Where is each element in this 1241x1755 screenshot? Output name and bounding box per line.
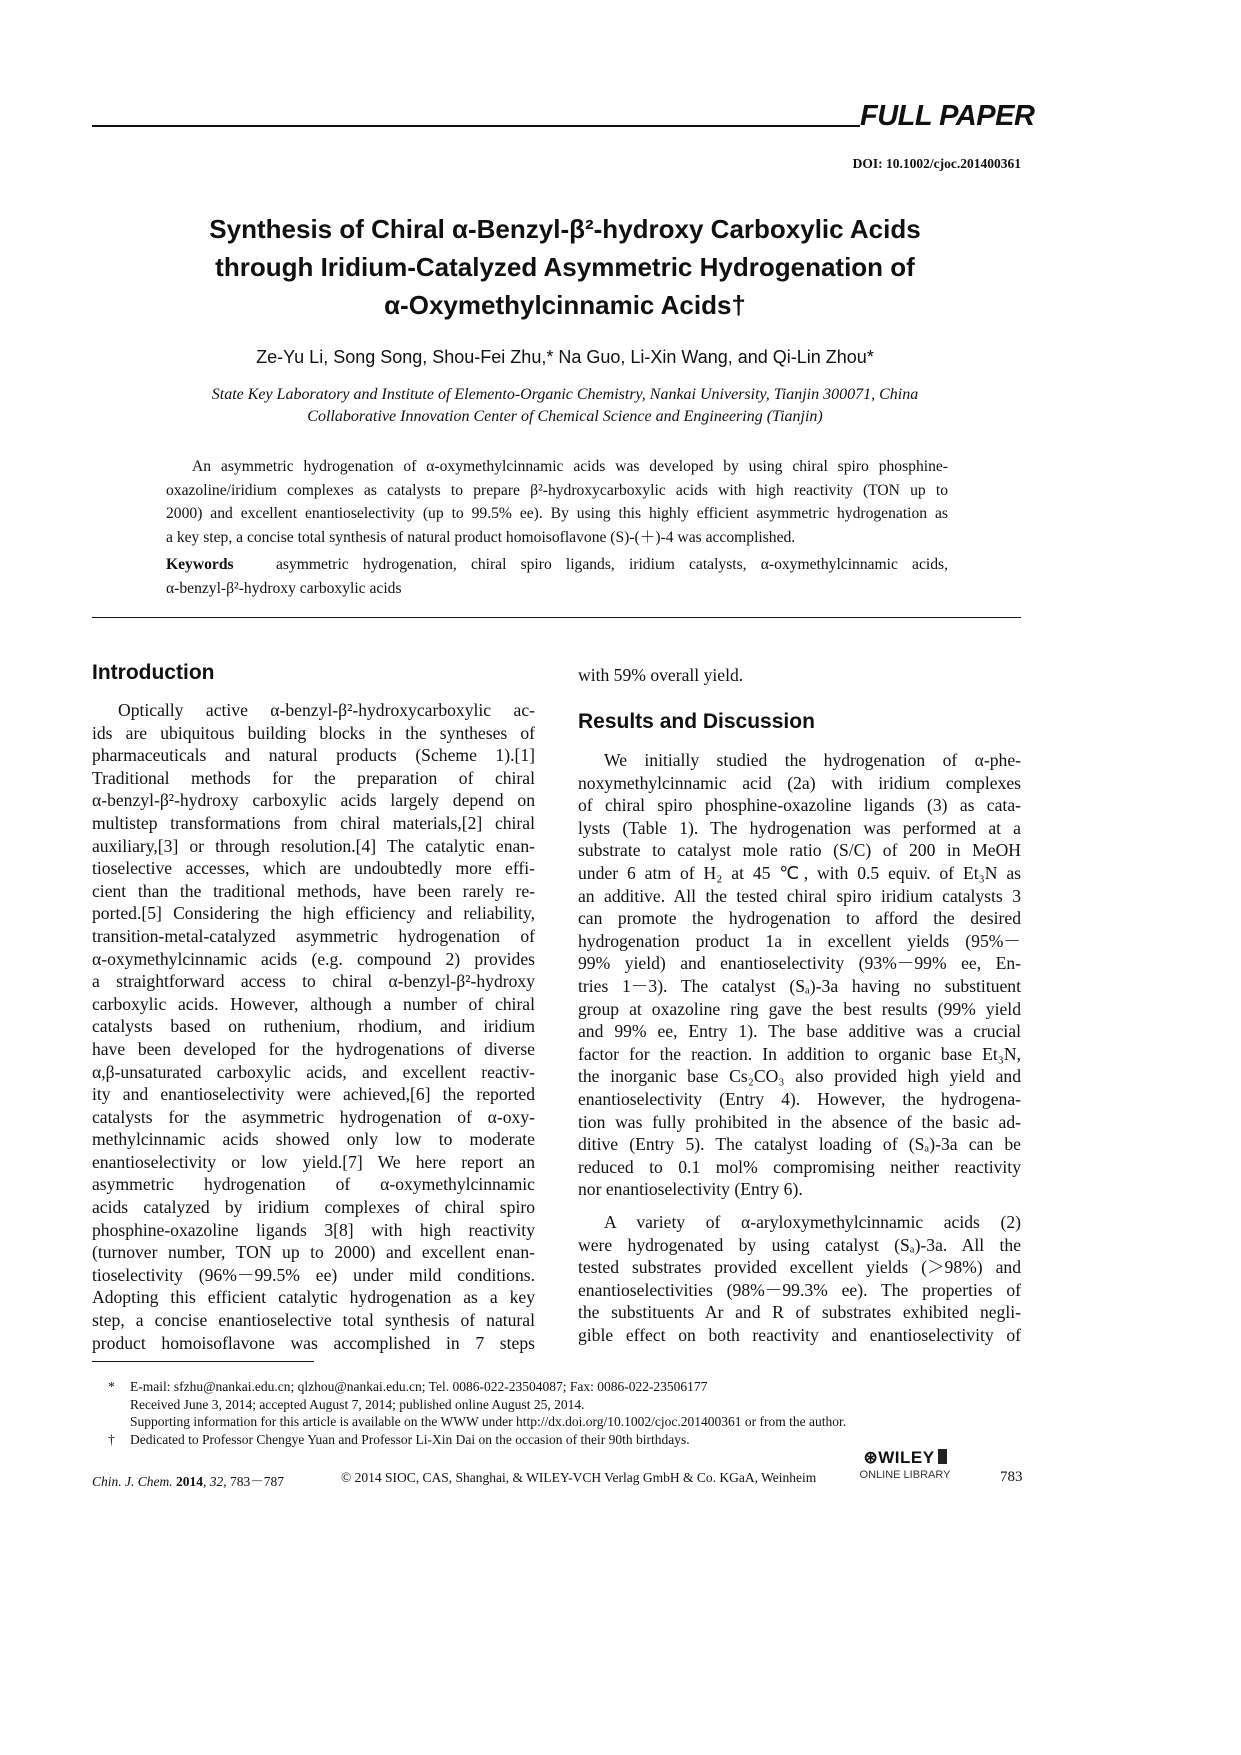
footnote-mark: † bbox=[108, 1431, 115, 1447]
footnote-line: Supporting information for this article is available on the WWW under http://dx.doi.org/10.1002/cjoc.201400361 or from the author. bbox=[130, 1414, 847, 1429]
introduction-heading: Introduction bbox=[92, 661, 215, 684]
keywords-line: α-benzyl-β²-hydroxy carboxylic acids bbox=[166, 579, 402, 597]
text-line: the substituents Ar and R of substrates exhibited negli- bbox=[578, 1302, 1021, 1323]
abstract-rule bbox=[92, 617, 1021, 618]
keywords bbox=[166, 553, 948, 600]
text-line: multistep transformations from chiral materials,[2] chiral bbox=[92, 812, 535, 833]
text-line: ids are ubiquitous building blocks in the syntheses of bbox=[92, 722, 535, 743]
copyright: © 2014 SIOC, CAS, Shanghai, & WILEY-VCH Verlag GmbH & Co. KGaA, Weinheim bbox=[341, 1470, 817, 1485]
text-line: tested substrates provided excellent yields (＞98%) and bbox=[578, 1257, 1021, 1278]
introduction-text bbox=[92, 699, 535, 1354]
affiliation: Collaborative Innovation Center of Chemical Science and Engineering (Tianjin) bbox=[307, 408, 823, 425]
results-heading: Results and Discussion bbox=[578, 710, 815, 733]
text-line: substrate to catalyst mole ratio (S/C) of 200 in MeOH bbox=[578, 840, 1021, 861]
text-line: have been developed for the hydrogenations of diverse bbox=[92, 1038, 535, 1059]
text-line: tioselective accesses, which are undoubtedly more effi- bbox=[92, 858, 535, 879]
text-line: We initially studied the hydrogenation of α-phe- bbox=[604, 750, 1021, 770]
text-line: ditive (Entry 5). The catalyst loading of (Sₐ)-3a can be bbox=[578, 1134, 1021, 1155]
text-line: and 99% ee, Entry 1). The base additive was a crucial bbox=[578, 1021, 1021, 1042]
text-line: a key step, a concise total synthesis of natural product homoisoflavone (S)-(＋)-4 was accomplished. bbox=[166, 528, 796, 546]
text-line: asymmetric hydrogenation of α-oxymethylcinnamic bbox=[92, 1174, 535, 1195]
text-line: transition-metal-catalyzed asymmetric hydrogenation of bbox=[92, 925, 535, 946]
header-rule bbox=[92, 125, 860, 127]
text-line: catalysts for the asymmetric hydrogenation of α-oxy- bbox=[92, 1106, 535, 1127]
pages: 783－787 bbox=[230, 1474, 284, 1489]
text-line: cient than the traditional methods, have been rarely re- bbox=[92, 880, 535, 901]
text-line: factor for the reaction. In addition to organic base Et₃N, bbox=[578, 1043, 1021, 1064]
footnote-line: Received June 3, 2014; accepted August 7, 2014; published online August 25, 2014. bbox=[130, 1396, 585, 1412]
journal-name: Chin. J. Chem. bbox=[92, 1474, 173, 1489]
affiliation: State Key Laboratory and Institute of Elemento-Organic Chemistry, Nankai University, Tianjin 300071, China bbox=[211, 386, 919, 403]
doi: DOI: 10.1002/cjoc.201400361 bbox=[852, 156, 1021, 171]
footnote-rule bbox=[92, 1361, 314, 1362]
text-line: methylcinnamic acids showed only low to moderate bbox=[92, 1129, 535, 1150]
footnote bbox=[108, 1431, 846, 1449]
affiliations bbox=[100, 384, 1030, 428]
volume: 32 bbox=[209, 1474, 224, 1489]
text-line: a straightforward access to chiral α-benzyl-β²-hydroxy bbox=[92, 971, 535, 992]
keywords-text: asymmetric hydrogenation, chiral spiro ligands, iridium catalysts, α-oxymethylcinnamic acids, bbox=[275, 556, 948, 573]
title-line: through Iridium-Catalyzed Asymmetric Hydrogenation of bbox=[215, 252, 915, 282]
logo-top: WILEY bbox=[878, 1448, 935, 1467]
text-line: α-benzyl-β²-hydroxy carboxylic acids largely depend on bbox=[92, 790, 535, 811]
results-paragraph-1 bbox=[578, 749, 1021, 1201]
books-icon bbox=[938, 1449, 947, 1464]
text-line: carboxylic acids. However, although a number of chiral bbox=[92, 993, 535, 1014]
text-line: ity and enantioselectivity were achieved,[6] the reported bbox=[92, 1084, 535, 1105]
text-line: phosphine-oxazoline ligands 3[8] with high reactivity bbox=[92, 1219, 535, 1240]
footnote-mark: * bbox=[108, 1379, 115, 1394]
text-line: 2000) and excellent enantioselectivity (up to 99.5% ee). By using this highly efficient asymmetric hydrogenation as bbox=[166, 505, 948, 522]
text-line: group at oxazoline ring gave the best results (99% yield bbox=[578, 998, 1021, 1019]
footnotes bbox=[108, 1378, 846, 1448]
footnote bbox=[108, 1378, 846, 1431]
text-line: were hydrogenated by using catalyst (Sₐ)-3a. All the bbox=[578, 1234, 1021, 1255]
section-label: FULL PAPER bbox=[860, 100, 1035, 132]
citation: Chin. J. Chem. 2014, 32, 783－787 bbox=[92, 1474, 284, 1489]
text-line: noxymethylcinnamic acid (2a) with iridium complexes bbox=[578, 772, 1021, 793]
text-line: Adopting this efficient catalytic hydrogenation as a key bbox=[92, 1287, 535, 1308]
text-line: of chiral spiro phosphine-oxazoline ligands (3) as cata- bbox=[578, 795, 1021, 816]
text-line: enantioselectivities (98%－99.3% ee). The properties of bbox=[578, 1279, 1021, 1300]
introduction-continuation: with 59% overall yield. bbox=[578, 665, 744, 685]
footnote-line: E-mail: sfzhu@nankai.edu.cn; qlzhou@nankai.edu.cn; Tel. 0086-022-23504087; Fax: 0086-022-23506177 bbox=[130, 1379, 708, 1394]
authors: Ze-Yu Li, Song Song, Shou-Fei Zhu,* Na Guo, Li-Xin Wang, and Qi-Lin Zhou* bbox=[256, 347, 874, 367]
results-paragraph-2 bbox=[578, 1211, 1021, 1347]
text-line: tries 1－3). The catalyst (Sₐ)-3a having no substituent bbox=[578, 975, 1021, 996]
logo-bottom: ONLINE LIBRARY bbox=[859, 1469, 951, 1481]
text-line: the inorganic base Cs₂CO₃ also provided high yield and bbox=[578, 1066, 1021, 1087]
text-line: acids catalyzed by iridium complexes of chiral spiro bbox=[92, 1197, 535, 1218]
text-line: tioselectivity (96%－99.5% ee) under mild conditions. bbox=[92, 1264, 535, 1285]
text-line: nor enantioselectivity (Entry 6). bbox=[578, 1179, 803, 1200]
text-line: (turnover number, TON up to 2000) and excellent enan- bbox=[92, 1242, 535, 1263]
text-line: enantioselectivity or low yield.[7] We here report an bbox=[92, 1151, 535, 1172]
text-line: lysts (Table 1). The hydrogenation was performed at a bbox=[578, 817, 1021, 838]
text-line: α,β-unsaturated carboxylic acids, and excellent reactiv- bbox=[92, 1061, 535, 1082]
text-line: ported.[5] Considering the high efficiency and reliability, bbox=[92, 903, 535, 924]
text-line: auxiliary,[3] or through resolution.[4] The catalytic enan- bbox=[92, 835, 535, 856]
title-line: α-Oxymethylcinnamic Acids† bbox=[384, 290, 746, 320]
text-line: hydrogenation product 1a in excellent yields (95%－ bbox=[578, 930, 1021, 951]
text-line: step, a concise enantioselective total synthesis of natural bbox=[92, 1310, 535, 1331]
text-line: An asymmetric hydrogenation of α-oxymethylcinnamic acids was developed by using chiral spiro phosphine- bbox=[192, 458, 948, 475]
article-title bbox=[150, 210, 980, 324]
footnote-line: Dedicated to Professor Chengye Yuan and Professor Li-Xin Dai on the occasion of their 90th birthdays. bbox=[130, 1431, 690, 1447]
text-line: Optically active α-benzyl-β²-hydroxycarboxylic ac- bbox=[118, 700, 535, 720]
text-line: catalysts based on ruthenium, rhodium, and iridium bbox=[92, 1016, 535, 1037]
text-line: can promote the hydrogenation to afford the desired bbox=[578, 908, 1021, 929]
text-line: oxazoline/iridium complexes as catalysts to prepare β²-hydroxycarboxylic acids with high reactivity (TON up to bbox=[166, 481, 948, 499]
text-line: A variety of α-aryloxymethylcinnamic acids (2) bbox=[604, 1212, 1021, 1232]
keywords-label: Keywords bbox=[166, 556, 234, 573]
abstract bbox=[166, 455, 948, 549]
text-line: enantioselectivity (Entry 4). However, the hydrogena- bbox=[578, 1088, 1021, 1109]
keywords-line bbox=[166, 553, 948, 577]
text-line: product homoisoflavone was accomplished in 7 steps bbox=[92, 1332, 535, 1353]
text-line: gible effect on both reactivity and enantioselectivity of bbox=[578, 1324, 1021, 1345]
text-line: tion was fully prohibited in the absence of the basic ad- bbox=[578, 1111, 1021, 1132]
text-line: an additive. All the tested chiral spiro iridium catalysts 3 bbox=[578, 885, 1021, 906]
wiley-emblem-icon: ⊛ bbox=[863, 1448, 879, 1467]
text-line: reduced to 0.1 mol% compromising neither reactivity bbox=[578, 1156, 1021, 1177]
text-line: under 6 atm of H₂ at 45 ℃, with 0.5 equiv. of Et₃N as bbox=[578, 862, 1021, 883]
text-line: pharmaceuticals and natural products (Scheme 1).[1] bbox=[92, 745, 535, 766]
title-line: Synthesis of Chiral α-Benzyl-β²-hydroxy Carboxylic Acids bbox=[209, 214, 921, 244]
text-line: 99% yield) and enantioselectivity (93%－99% ee, En- bbox=[578, 953, 1021, 974]
year: 2014 bbox=[176, 1474, 203, 1489]
text-line: α-oxymethylcinnamic acids (e.g. compound 2) provides bbox=[92, 948, 535, 969]
wiley-logo bbox=[855, 1448, 955, 1481]
page-number: 783 bbox=[1000, 1469, 1023, 1485]
text-line: Traditional methods for the preparation of chiral bbox=[92, 767, 535, 788]
